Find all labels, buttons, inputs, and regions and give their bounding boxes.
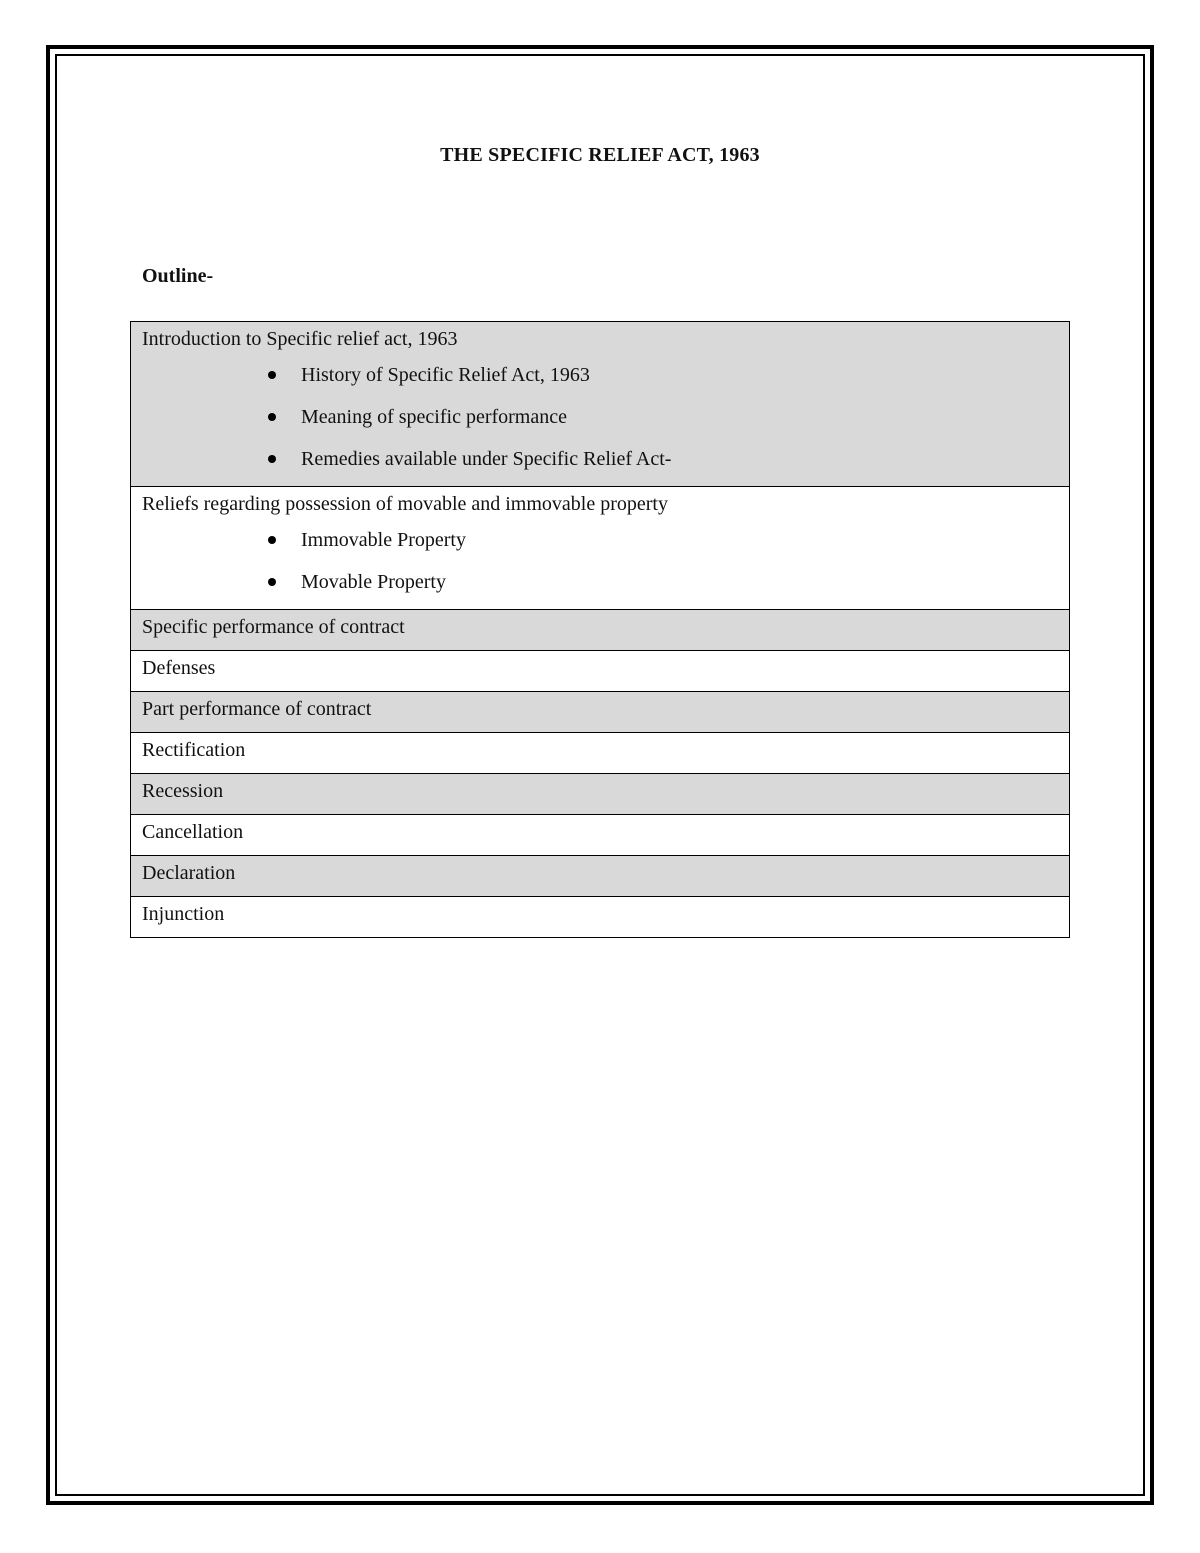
outline-cell: Rectification: [131, 733, 1070, 774]
outline-cell: Defenses: [131, 651, 1070, 692]
list-item-label: Movable Property: [301, 571, 446, 593]
document-title: THE SPECIFIC RELIEF ACT, 1963: [440, 144, 760, 166]
outline-row-reliefs: [131, 487, 1070, 610]
outline-row-recession: [131, 774, 1070, 815]
outline-row-introduction: [131, 322, 1070, 487]
list-item: [142, 438, 1058, 480]
outline-cell: Part performance of contract: [131, 692, 1070, 733]
outline-cell: [131, 322, 1070, 487]
row-title: Introduction to Specific relief act, 1963: [142, 328, 458, 350]
outline-cell: Recession: [131, 774, 1070, 815]
bullet-icon: [268, 455, 276, 463]
bullet-icon: [268, 413, 276, 421]
list-item-label: Meaning of specific performance: [301, 406, 567, 428]
outline-row-declaration: [131, 856, 1070, 897]
outline-cell: Specific performance of contract: [131, 610, 1070, 651]
list-item-label: Remedies available under Specific Relief Act-: [301, 448, 672, 470]
sub-list: [142, 354, 1058, 480]
list-item: [142, 561, 1058, 603]
outline-cell: Injunction: [131, 897, 1070, 938]
outline-row-part-performance: [131, 692, 1070, 733]
outline-cell: [131, 487, 1070, 610]
sub-list: [142, 519, 1058, 603]
outline-row-defenses: [131, 651, 1070, 692]
list-item: [142, 354, 1058, 396]
list-item: [142, 396, 1058, 438]
outline-row-specific-performance: [131, 610, 1070, 651]
list-item: [142, 519, 1058, 561]
list-item-label: History of Specific Relief Act, 1963: [301, 364, 590, 386]
bullet-icon: [268, 536, 276, 544]
outline-row-cancellation: [131, 815, 1070, 856]
bullet-icon: [268, 578, 276, 586]
row-title: Reliefs regarding possession of movable and immovable property: [142, 493, 668, 515]
outline-heading: Outline-: [142, 265, 214, 287]
bullet-icon: [268, 371, 276, 379]
outline-row-injunction: [131, 897, 1070, 938]
outline-cell: Cancellation: [131, 815, 1070, 856]
outline-table: [130, 321, 1070, 938]
list-item-label: Immovable Property: [301, 529, 466, 551]
outline-cell: Declaration: [131, 856, 1070, 897]
outline-row-rectification: [131, 733, 1070, 774]
